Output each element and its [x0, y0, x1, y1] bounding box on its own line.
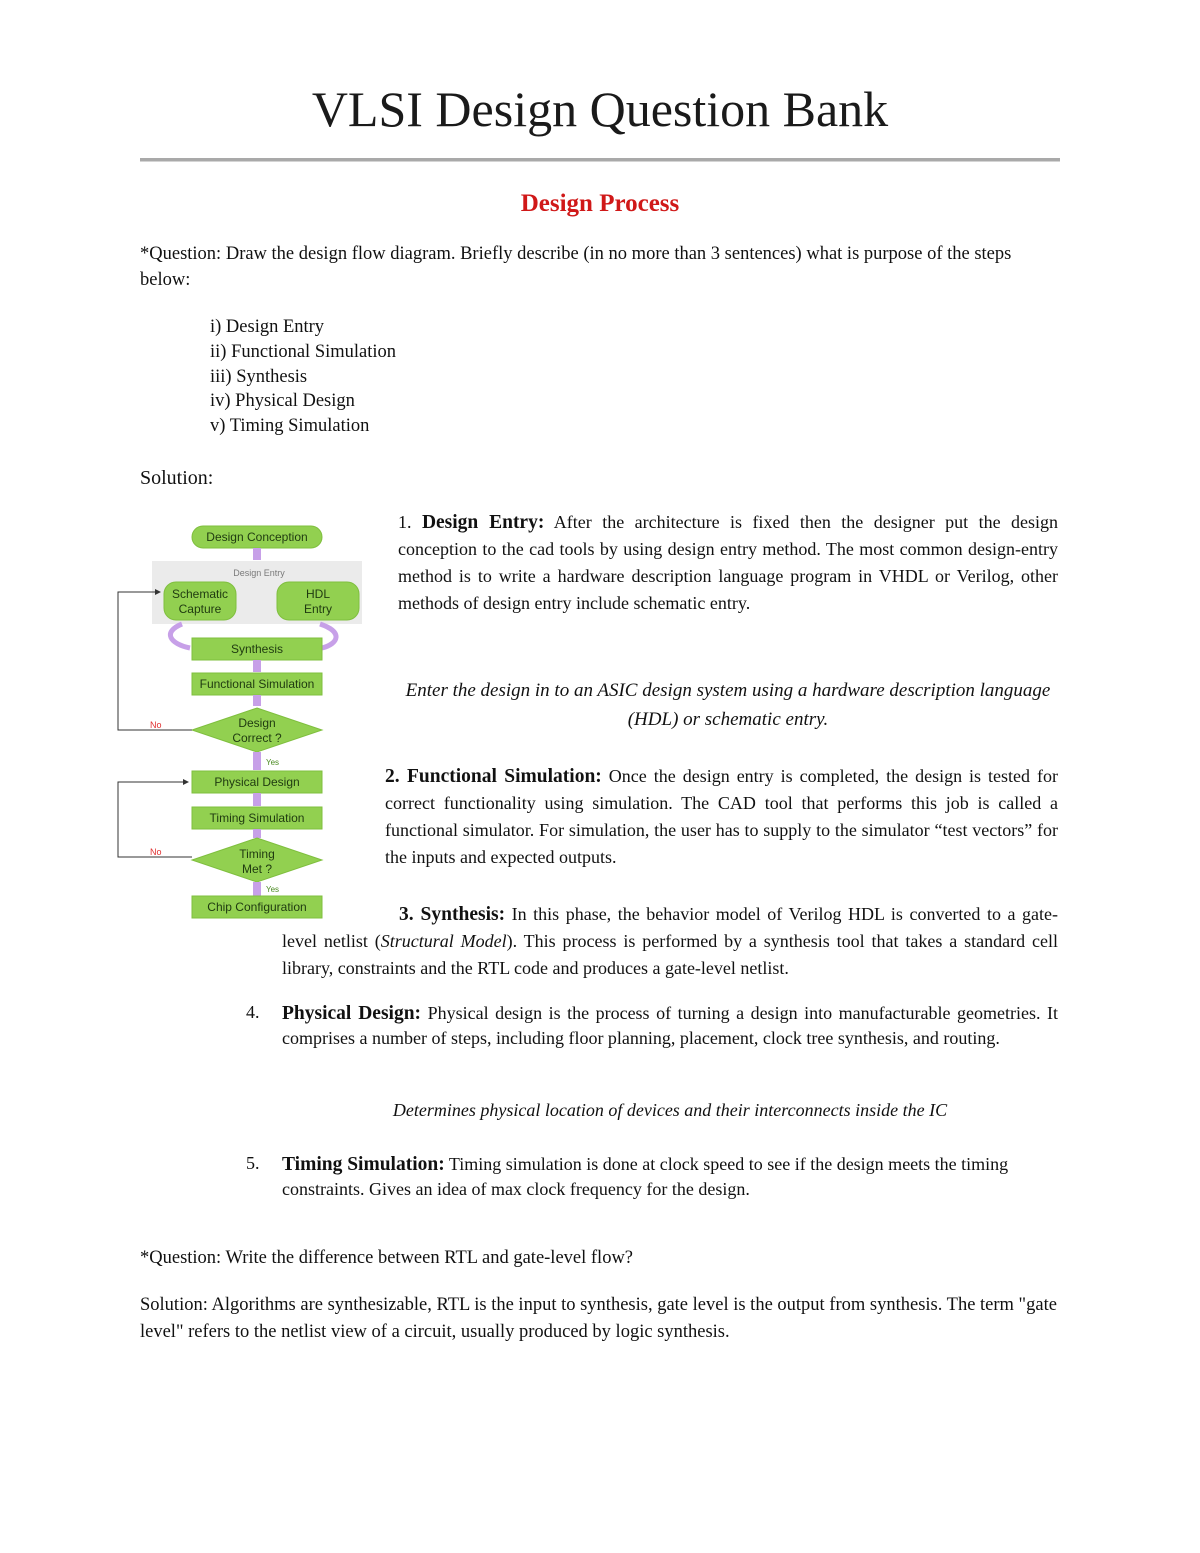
- physical-design-title: Physical Design:: [282, 1003, 422, 1024]
- functional-simulation-label: Functional Simulation: [199, 677, 315, 691]
- list-item: iii) Synthesis: [210, 366, 308, 387]
- design-entry-group-label: Design Entry: [233, 568, 285, 578]
- flow-arrow: [253, 882, 261, 896]
- physical-design-number: 4.: [246, 1002, 260, 1022]
- feedback-line-2: [118, 782, 192, 857]
- list-item: i) Design Entry: [210, 317, 325, 337]
- question-2-prefix: *Question:: [140, 1248, 222, 1268]
- no-label-1: No: [150, 720, 162, 730]
- flow-arrow: [253, 660, 261, 672]
- question-2-text: Write the difference between RTL and gate-level flow?: [221, 1248, 634, 1268]
- timing-simulation-paragraph: [282, 1152, 1058, 1202]
- curved-arrow-left: [170, 624, 190, 648]
- functional-simulation-paragraph: [385, 763, 1058, 871]
- timing-simulation-text: Timing simulation is done at clock speed to see if the design meets the timing constraints. Gives an idea of max clock frequency for the design.: [282, 1154, 1009, 1199]
- flow-arrow: [253, 695, 261, 706]
- document-title: VLSI Design Question Bank: [311, 81, 889, 137]
- timing-simulation-label: Timing Simulation: [209, 811, 305, 825]
- synthesis-title: 3. Synthesis:: [399, 904, 506, 925]
- flow-arrow: [253, 752, 261, 770]
- solution-label: Solution:: [140, 467, 214, 489]
- hdl-entry-line1: HDL: [305, 587, 331, 601]
- timing-simulation-number: 5.: [246, 1153, 260, 1173]
- structural-model-term: Structural Model: [380, 931, 507, 951]
- design-correct-decision: [192, 708, 322, 752]
- question-1-text: Draw the design flow diagram. Briefly describe (in no more than 3 sentences) what is purpose of the steps below:: [140, 244, 1012, 290]
- physical-design-text: Physical design is the process of turning a design into manufacturable geometries. It comprises a number of steps, including floor planning, placement, clock tree synthesis, and routing.: [282, 1003, 1058, 1048]
- functional-simulation-title: 2. Functional Simulation:: [385, 766, 602, 787]
- yes-label-2: Yes: [266, 885, 280, 894]
- synthesis-text-b: ). This process is performed by a synthesis tool that takes a standard cell library, constraints and the RTL code and produces a gate-level netlist.: [282, 931, 1058, 978]
- no-label-2: No: [150, 847, 162, 857]
- functional-simulation-text: Once the design entry is completed, the design is tested for correct functionality using simulation. The CAD tool that performs this job is called a functional simulator. For simulation, the user has to supply to the simulator “test vectors” for the inputs and expected outputs.: [385, 766, 1059, 867]
- design-correct-line1: Design: [238, 716, 276, 730]
- physical-design-note: Determines physical location of devices and their interconnects inside the IC: [392, 1100, 948, 1120]
- list-item: ii) Functional Simulation: [210, 341, 397, 362]
- question-1-prefix: *Question:: [140, 244, 222, 264]
- design-conception-label: Design Conception: [206, 530, 308, 544]
- timing-simulation-title: Timing Simulation:: [282, 1154, 445, 1175]
- physical-design-label: Physical Design: [214, 775, 300, 789]
- flow-arrow: [253, 793, 261, 806]
- design-entry-text: After the architecture is fixed then the designer put the design conception to the cad tools by using design entry method. The most common design-entry method is to write a hardware description language program in VHDL or Verilog, other methods of design entry include schematic entry.: [398, 512, 1058, 613]
- title-divider: [140, 158, 1060, 162]
- schematic-capture-line1: Schematic: [171, 587, 229, 601]
- chip-configuration-label: Chip Configuration: [207, 900, 307, 914]
- question-2: [140, 1248, 633, 1269]
- hdl-entry-line2: Entry: [303, 602, 333, 616]
- flow-arrow: [253, 829, 261, 838]
- design-entry-number: 1.: [398, 512, 412, 532]
- design-entry-note: Enter the design in to an ASIC design system using a hardware description language (HDL) or schematic entry.: [405, 680, 1051, 730]
- schematic-capture-line2: Capture: [178, 602, 222, 616]
- question-1: [140, 241, 1040, 293]
- design-entry-paragraph: [398, 509, 1058, 617]
- synthesis-text-a: In this phase, the behavior model of Verilog HDL is converted to a gate-level netlist (: [282, 904, 1059, 951]
- question-1-list: [210, 315, 396, 439]
- timing-met-line1: Timing: [239, 847, 275, 861]
- solution-2: Solution: Algorithms are synthesizable, RTL is the input to synthesis, gate level is the output from synthesis. The term "gate level" refers to the netlist view of a circuit, usually produced by logic synthesis.: [140, 1295, 1057, 1342]
- timing-met-line2: Met ?: [241, 862, 273, 876]
- yes-label-1: Yes: [266, 758, 280, 767]
- flow-arrow: [253, 548, 261, 560]
- design-correct-line2: Correct ?: [232, 731, 282, 745]
- design-entry-title: Design Entry:: [421, 512, 545, 533]
- physical-design-paragraph: [282, 1001, 1058, 1051]
- design-flow-diagram: [112, 520, 362, 920]
- section-heading: Design Process: [520, 190, 680, 217]
- synthesis-label: Synthesis: [230, 642, 284, 656]
- list-item: v) Timing Simulation: [210, 416, 370, 437]
- synthesis-paragraph: [282, 901, 1058, 982]
- list-item: iv) Physical Design: [210, 391, 355, 412]
